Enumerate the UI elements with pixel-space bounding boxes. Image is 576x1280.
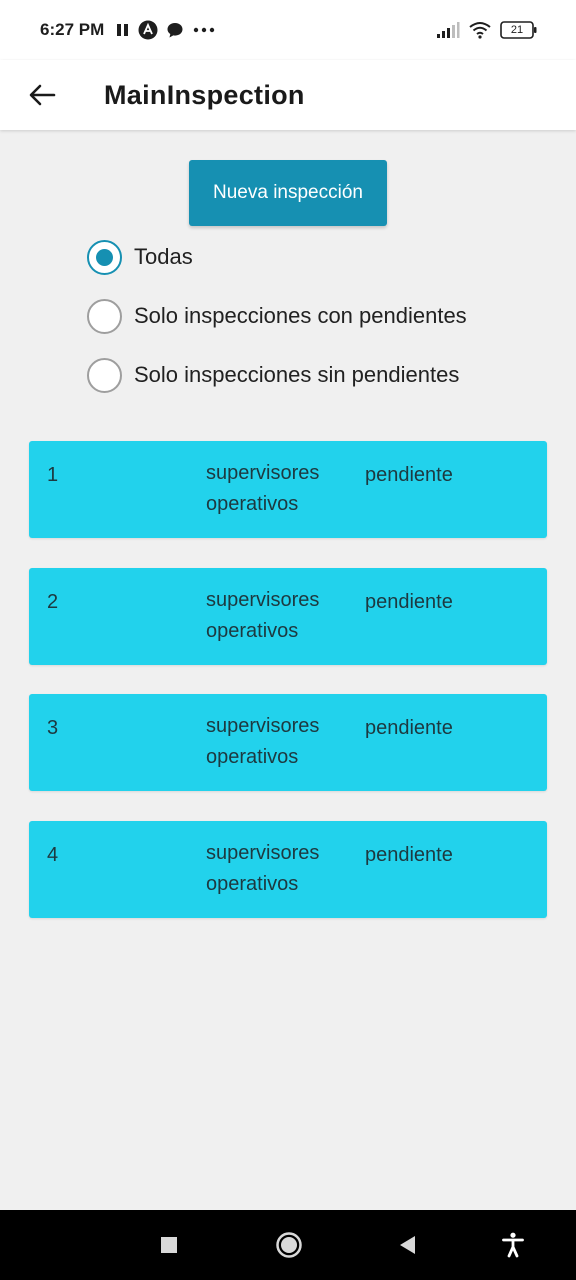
inspection-status: pendiente (365, 843, 453, 866)
triangle-back-icon (397, 1234, 417, 1256)
inspection-number: 4 (47, 843, 59, 866)
inspection-department: supervisores operativos (206, 715, 320, 768)
arrow-back-icon (28, 83, 56, 107)
inspection-department: supervisores operativos (206, 841, 320, 895)
more-notifications-icon (192, 26, 216, 34)
pause-icon (116, 23, 130, 37)
filter-label: Solo inspecciones con pendientes (134, 303, 467, 328)
inspection-card[interactable] (29, 441, 547, 538)
app-notification-icon (138, 20, 158, 40)
wifi-icon (468, 21, 492, 39)
inspection-card[interactable] (29, 821, 547, 918)
inspection-status: pendiente (365, 464, 453, 486)
inspection-card[interactable] (29, 694, 547, 791)
signal-icon (436, 21, 460, 39)
inspection-number: 1 (47, 464, 59, 486)
radio-checked-icon[interactable] (87, 240, 122, 275)
filter-label: Solo inspecciones sin pendientes (134, 362, 460, 387)
inspection-list (29, 441, 547, 947)
inspection-department: supervisores operativos (206, 462, 320, 515)
inspection-number: 2 (47, 590, 59, 613)
chat-bubble-icon (166, 21, 184, 39)
filter-option-with-pending[interactable] (87, 295, 467, 337)
accessibility-button[interactable] (494, 1210, 532, 1280)
filter-label: Todas (134, 244, 193, 269)
page-title: MainInspection (104, 79, 305, 110)
inspection-card[interactable] (29, 568, 547, 665)
battery-level: 21 (510, 24, 524, 36)
battery-icon (500, 21, 538, 39)
radio-unchecked-icon[interactable] (87, 358, 122, 393)
inspection-department: supervisores operativos (206, 588, 320, 642)
inspection-status: pendiente (365, 590, 453, 613)
recents-button[interactable] (150, 1210, 188, 1280)
square-icon (160, 1236, 178, 1254)
filter-radio-group (87, 236, 467, 413)
app-bar (0, 60, 576, 130)
radio-unchecked-icon[interactable] (87, 299, 122, 334)
navigation-bar (0, 1210, 576, 1280)
accessibility-icon (502, 1232, 524, 1258)
back-button[interactable] (22, 75, 62, 115)
inspection-status: pendiente (365, 717, 453, 739)
back-nav-button[interactable] (388, 1210, 426, 1280)
filter-option-without-pending[interactable] (87, 354, 467, 396)
inspection-number: 3 (47, 717, 59, 739)
filter-option-all[interactable] (87, 236, 467, 278)
home-button[interactable] (270, 1210, 308, 1280)
status-time: 6:27 PM (40, 20, 105, 39)
status-bar (0, 0, 576, 60)
circle-icon (275, 1231, 303, 1259)
new-inspection-button[interactable]: Nueva inspección (189, 160, 387, 226)
